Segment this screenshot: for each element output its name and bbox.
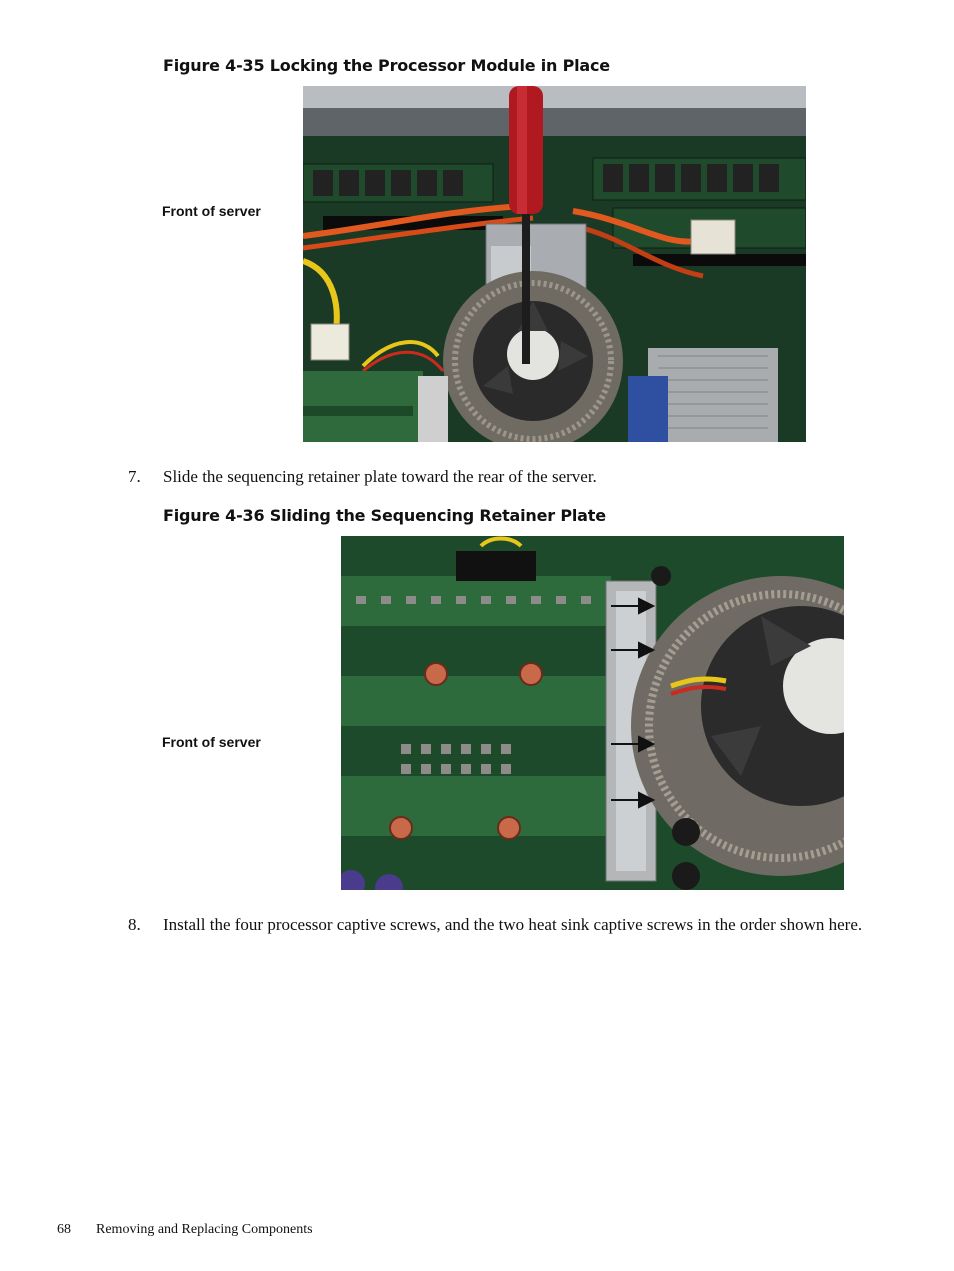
retainer-plate-photo (341, 536, 844, 890)
figure-caption-4-36: Figure 4-36 Sliding the Sequencing Retainer Plate (163, 506, 606, 525)
step-number: 7. (128, 467, 141, 486)
front-of-server-label: Front of server (162, 734, 261, 750)
step-text: Install the four processor captive screws, and the two heat sink captive screws in the order shown here. (163, 915, 863, 934)
step-text: Slide the sequencing retainer plate toward the rear of the server. (163, 467, 597, 486)
front-of-server-label: Front of server (162, 203, 261, 219)
page-number: 68 (57, 1222, 71, 1237)
figure-caption-4-35: Figure 4-35 Locking the Processor Module in Place (163, 56, 610, 75)
step-number: 8. (128, 915, 141, 934)
footer-section-title: Removing and Replacing Components (96, 1222, 313, 1237)
processor-module-photo (303, 86, 806, 442)
